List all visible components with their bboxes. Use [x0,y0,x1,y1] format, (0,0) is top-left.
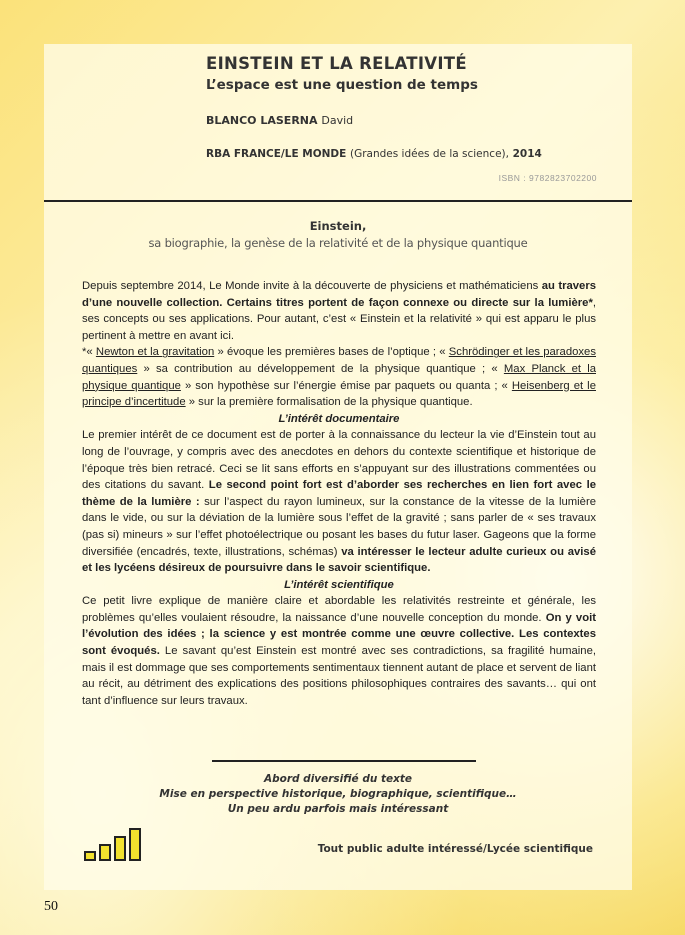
author-first-name: David [321,114,354,127]
book-title: EINSTEIN ET LA RELATIVITÉ [206,54,467,73]
text: » évoque les premières bases de l’optique ; « [214,346,449,359]
author-last-name: BLANCO LASERNA [206,114,318,127]
text: Le savant qu’est Einstein est montré avec ses contradictions, sa fragilité humaine, mais il est dommage que ses comportements sentimentaux tiennent autant de place et servent de liant au récit, au détriment des explications des positions philosophiques contraires des savants… qui ont tant d’influence sur leurs travaux. [82,645,596,707]
text: sur l’aspect du rayon lumineux, sur la constance de la vitesse de la lumière dans le vide, ou sur la déviation de la lumière sous l’effet de la gravité ; sans parler de « ses travaux (pas si) mineurs » sur l’effet photoélectrique ou posant les bases du futur laser. Gageons que la forme diversifiée (encadrés, texte, illustrations, schémas) [82,495,596,558]
text: » sur la première formalisation de la physique quantique. [185,396,473,409]
isbn: ISBN : 9782823702200 [498,173,597,183]
page-number: 50 [44,899,58,914]
book-publisher [206,148,596,160]
publisher-name: RBA FRANCE/LE MONDE [206,148,347,160]
link-newton[interactable]: Newton et la gravitation [95,346,215,359]
intro-subheading: sa biographie, la genèse de la relativité et de la physique quantique [148,236,528,250]
paragraph-related-titles [82,344,596,410]
summary-line: Abord diversifié du texte [263,773,413,785]
text: *« [82,346,96,359]
publisher-year: 2014 [512,148,542,160]
text-bold: au travers d’une nouvelle collection. Certains titres portent de façon connexe ou directe sur la lumière* [82,280,597,309]
header-divider [44,200,632,202]
summary-line: Mise en perspective historique, biographique, scientifique… [159,788,517,800]
text: » son hypothèse sur l’énergie émise par paquets ou quanta ; « [180,379,512,392]
target-audience: Tout public adulte intéressé/Lycée scientifique [317,843,593,855]
book-author [206,114,353,127]
review-body [82,278,596,709]
link-schrodinger[interactable]: Schrödinger et les paradoxes quantiques [82,346,596,375]
text: » sa contribution au développement de la physique quantique ; « [137,362,504,375]
rating-bar [99,844,111,861]
text: Le premier intérêt de ce document est de porter à la connaissance du lecteur la vie d’Einstein tout au long de l’ouvrage, y compris avec des anecdotes en dehors du contexte scientifique et historique de l’époque très bien retracé. Ceci se lit sans efforts en s’appuyant sur des illustrations commentées ou des citations du savant. [82,429,596,492]
rating-bar [114,836,126,861]
rating-bar [129,828,141,861]
text-bold: On y voit l’évolution des idées ; la science y est montrée comme une œuvre collective. Les contextes sont évoqués. [82,611,596,658]
summary-divider [212,760,476,762]
summary-line: Un peu ardu parfois mais intéressant [227,803,449,815]
link-planck[interactable]: Max Planck et la physique quantique [82,362,596,392]
section-heading-documentaire: L’intérêt documentaire [278,412,400,425]
paragraph-documentaire [82,427,596,576]
text: Ce petit livre explique de manière claire et abordable les relativités restreinte et générale, les problèmes qu’elles voulaient résoudre, la naissance d’une nouvelle conception du monde. [82,595,596,624]
rating-bar [84,851,96,861]
link-heisenberg[interactable]: Heisenberg et le principe d’incertitude [82,379,596,409]
text-bold: Le second point fort est d’aborder ses recherches en lien fort avec le thème de la lumière : [82,479,596,508]
summary-block [44,772,632,817]
rating-bars-icon [84,827,154,861]
book-subtitle: L’espace est une question de temps [206,77,478,93]
section-heading-scientifique: L’intérêt scientifique [284,578,394,591]
text-bold: va intéresser le lecteur adulte curieux ou avisé et les lycéens désireux de poursuivre dans le savoir scientifique. [82,545,596,575]
intro-heading: Einstein, [309,219,367,233]
paragraph-intro [82,278,596,344]
text: Depuis septembre 2014, Le Monde invite à la découverte de physiciens et mathématiciens [82,280,542,292]
publisher-series: (Grandes idées de la science), [349,148,509,160]
book-header [206,54,596,93]
paragraph-scientifique [82,593,596,709]
text: , ses concepts ou ses applications. Pour autant, c’est « Einstein et la relativité » qui est apparu le plus pertinent à mettre en avant ici. [82,296,596,342]
